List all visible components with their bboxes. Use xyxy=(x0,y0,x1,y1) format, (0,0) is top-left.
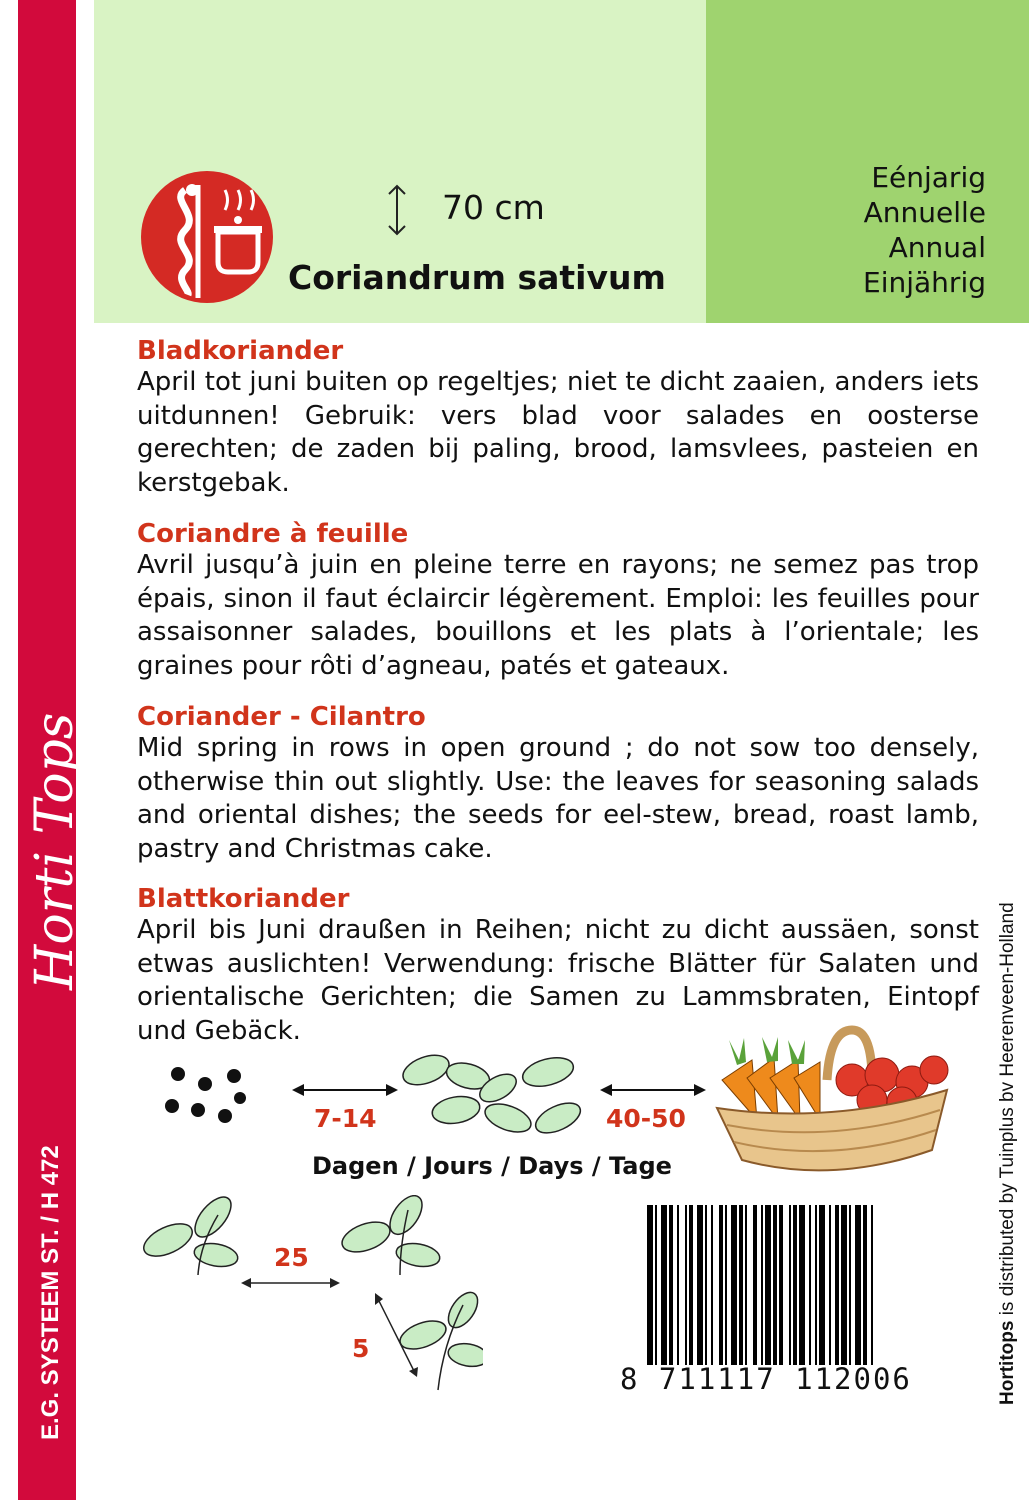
plant-height: 70 cm xyxy=(442,188,545,227)
life-cycle-list xyxy=(706,160,986,300)
life-cycle-fr: Annuelle xyxy=(863,196,986,229)
barcode-bar xyxy=(655,1205,657,1365)
section-body: April bis Juni draußen in Reihen; nicht zu dicht aussäen, sonst etwas auslichten! Verwendung: frische Blätter für Salaten und orientalische Gerichten; die Samen zu Lammsbraten, Eintopf und Gebäck. xyxy=(137,915,979,1046)
section-body: April tot juni buiten op regeltjes; niet te dicht zaaien, anders iets uitdunnen! Gebruik: vers blad voor salades en oosterse gerechten; de zaden bij paling, brood, lamsvlees, pasteien en kerstgebak. xyxy=(137,367,979,498)
barcode xyxy=(645,1205,930,1365)
plant-spacing: 5 xyxy=(352,1334,370,1363)
barcode-bar xyxy=(705,1205,707,1365)
svg-text:Horti Tops: Horti Tops xyxy=(25,712,85,990)
section-title: Coriandre à feuille xyxy=(137,519,409,549)
barcode-bar xyxy=(697,1205,703,1365)
life-cycle-en: Annual xyxy=(888,231,986,264)
barcode-bar xyxy=(799,1205,805,1365)
section-en xyxy=(137,702,979,866)
barcode-bar xyxy=(765,1205,771,1365)
barcode-bar xyxy=(835,1205,839,1365)
barcode-bar xyxy=(739,1205,743,1365)
barcode-bar xyxy=(647,1205,653,1365)
barcode-bar xyxy=(689,1205,693,1365)
barcode-bar xyxy=(793,1205,797,1365)
barcode-bar xyxy=(773,1205,777,1365)
section-title: Blattkoriander xyxy=(137,884,350,914)
barcode-bar xyxy=(725,1205,727,1365)
life-cycle-de: Einjährig xyxy=(863,266,986,299)
barcode-bar xyxy=(779,1205,783,1365)
svg-text:E.G. SYSTEEM ST. / H 472: E.G. SYSTEEM ST. / H 472 xyxy=(37,1145,64,1440)
barcode-bar xyxy=(685,1205,687,1365)
barcode-bar xyxy=(789,1205,791,1365)
seedlings-icon xyxy=(398,1048,588,1148)
barcode-bar xyxy=(809,1205,811,1365)
barcode-number: 8 711117 112006 xyxy=(620,1362,912,1396)
section-body: Avril jusqu’à juin en pleine terre en rayons; ne semez pas trop épais, sinon il faut éclaircir légèrement. Emploi: les feuilles pour assaisonner salades, bouillons et les plats à l’orientale; les graines pour rôti d’agneau, patés et gateaux. xyxy=(137,550,979,681)
barcode-bar xyxy=(855,1205,861,1365)
barcode-bar xyxy=(819,1205,825,1365)
life-cycle-nl: Eénjarig xyxy=(871,161,986,194)
barcode-bar xyxy=(669,1205,673,1365)
latin-name: Coriandrum sativum xyxy=(288,258,666,297)
germination-days: 7-14 xyxy=(314,1104,377,1133)
barcode-bar xyxy=(731,1205,737,1365)
brand-logo xyxy=(10,700,85,1000)
spacing-plants-icon xyxy=(138,1195,483,1395)
barcode-bar xyxy=(841,1205,847,1365)
germination-arrow-icon xyxy=(290,1080,400,1100)
svg-text:Hortitops is distributed by Tu: Hortitops is distributed by Tuinplus bv Heerenveen-Holland xyxy=(997,902,1018,1405)
barcode-bar xyxy=(863,1205,867,1365)
barcode-bar xyxy=(871,1205,873,1365)
system-code xyxy=(18,1065,76,1445)
row-spacing: 25 xyxy=(274,1243,309,1272)
seeds-icon xyxy=(160,1062,250,1127)
days-label: Dagen / Jours / Days / Tage xyxy=(312,1152,672,1180)
distributor-note xyxy=(980,810,1028,1410)
medicinal-culinary-icon xyxy=(140,170,275,305)
barcode-bar xyxy=(849,1205,851,1365)
barcode-bar xyxy=(761,1205,763,1365)
barcode-bar xyxy=(677,1205,679,1365)
section-body: Mid spring in rows in open ground ; do not sow too densely, otherwise thin out slightly. Use: the leaves for seasoning salads and oriental dishes; the seeds for eel-stew, bread, roast lamb, pastry and Christmas cake. xyxy=(137,733,979,864)
height-arrow-icon xyxy=(385,183,409,237)
barcode-bar xyxy=(745,1205,747,1365)
section-title: Bladkoriander xyxy=(137,336,344,366)
barcode-bar xyxy=(711,1205,713,1365)
section-fr xyxy=(137,519,979,683)
barcode-bar xyxy=(753,1205,757,1365)
barcode-bar xyxy=(815,1205,817,1365)
barcode-bar xyxy=(661,1205,667,1365)
harvest-days: 40-50 xyxy=(606,1104,686,1133)
harvest-arrow-icon xyxy=(598,1080,708,1100)
harvest-basket-icon xyxy=(712,1020,952,1185)
barcode-bar xyxy=(719,1205,723,1365)
section-title: Coriander - Cilantro xyxy=(137,702,426,732)
section-nl xyxy=(137,336,979,500)
barcode-bar xyxy=(829,1205,831,1365)
